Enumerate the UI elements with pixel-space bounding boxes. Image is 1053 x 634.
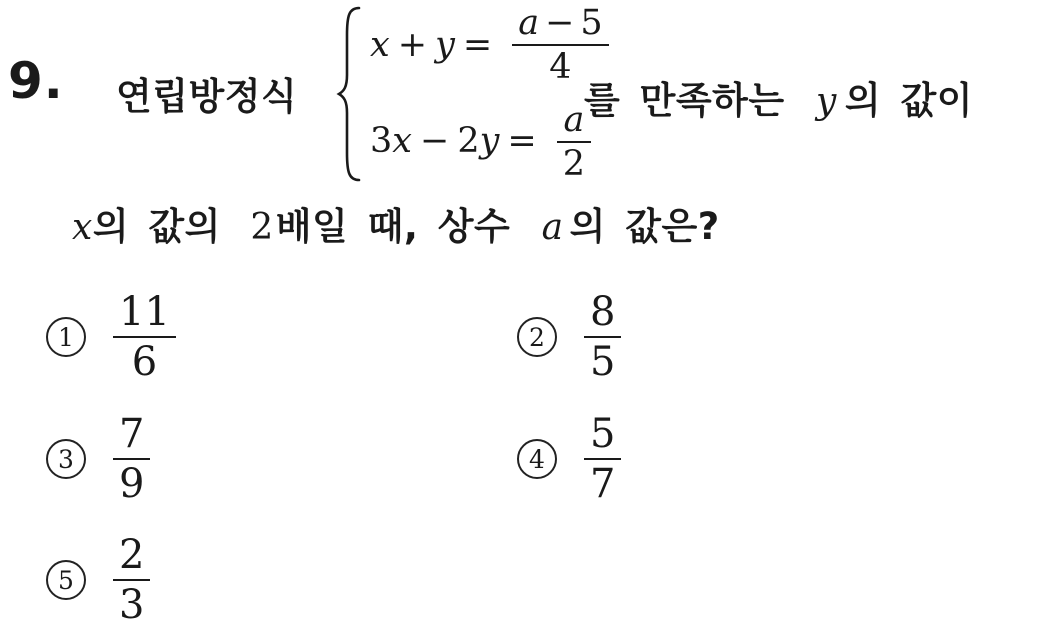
question-text-line-1: [584, 80, 973, 123]
equation-system: [336, 2, 609, 185]
choice-4-marker: 4: [517, 439, 557, 479]
math-number-2: 2: [250, 207, 274, 248]
plus-operator: +: [397, 24, 428, 65]
choice-1-marker: 1: [46, 317, 86, 357]
math-token: y: [479, 121, 500, 162]
choice-value-numerator: 2: [119, 532, 145, 578]
math-token: 3: [370, 121, 393, 162]
equation-2: [370, 99, 609, 186]
choice-value-denominator: 7: [590, 461, 616, 507]
system-left-brace-icon: [336, 5, 362, 183]
choice-value-denominator: 3: [119, 582, 145, 628]
equation-list: [370, 2, 609, 185]
question-text-segment: 의 값은?: [569, 205, 720, 248]
math-var-a: a: [541, 207, 564, 248]
choice-value-numerator: 8: [590, 289, 616, 335]
question-number: 9.: [8, 52, 64, 110]
fraction: [512, 2, 608, 89]
fraction-numerator: a: [563, 99, 585, 140]
choice-4-value: [584, 410, 621, 508]
math-var-y: y: [815, 81, 837, 122]
equals-operator: =: [507, 121, 537, 162]
choice-value-denominator: 5: [590, 339, 616, 385]
choice-4[interactable]: [517, 410, 621, 508]
choice-value-denominator: 9: [119, 461, 145, 507]
minus-operator: −: [420, 121, 450, 162]
choice-value-numerator: 11: [119, 289, 170, 335]
equals-operator: =: [462, 24, 493, 65]
fraction-denominator: 4: [549, 47, 572, 88]
choice-5-value: [113, 531, 150, 629]
fraction-numerator: [512, 2, 608, 44]
choice-value-numerator: 5: [590, 411, 616, 457]
fraction-denominator: 2: [562, 143, 586, 184]
choice-5-marker: 5: [46, 560, 86, 600]
equation-1: [370, 2, 609, 89]
question-text-segment: 배일 때, 상수: [275, 205, 511, 248]
choice-2-value: [584, 288, 621, 386]
math-token: x: [392, 121, 413, 162]
choice-value-numerator: 7: [119, 411, 145, 457]
choice-3[interactable]: [46, 410, 150, 508]
math-var-x: x: [72, 207, 93, 248]
math-token: y: [435, 24, 455, 65]
math-token: 5: [580, 3, 603, 43]
choice-value-denominator: 6: [131, 339, 158, 385]
math-token: 2: [457, 121, 480, 162]
minus-operator: −: [545, 3, 575, 43]
choice-1[interactable]: [46, 288, 176, 386]
question-text-segment: 의 값이: [844, 79, 973, 122]
choice-3-marker: 3: [46, 439, 86, 479]
question-lead-text: 연립방정식: [116, 75, 298, 118]
math-token: a: [518, 3, 540, 43]
choice-3-value: [113, 410, 150, 508]
math-token: x: [370, 24, 390, 65]
choice-5[interactable]: [46, 531, 150, 629]
question-text-segment: 의 값의: [92, 205, 221, 248]
choice-1-value: [113, 288, 176, 386]
choice-2[interactable]: [517, 288, 621, 386]
question-text-line-2: [72, 206, 720, 249]
choice-2-marker: 2: [517, 317, 557, 357]
question-text-segment: 를 만족하는: [584, 79, 785, 122]
